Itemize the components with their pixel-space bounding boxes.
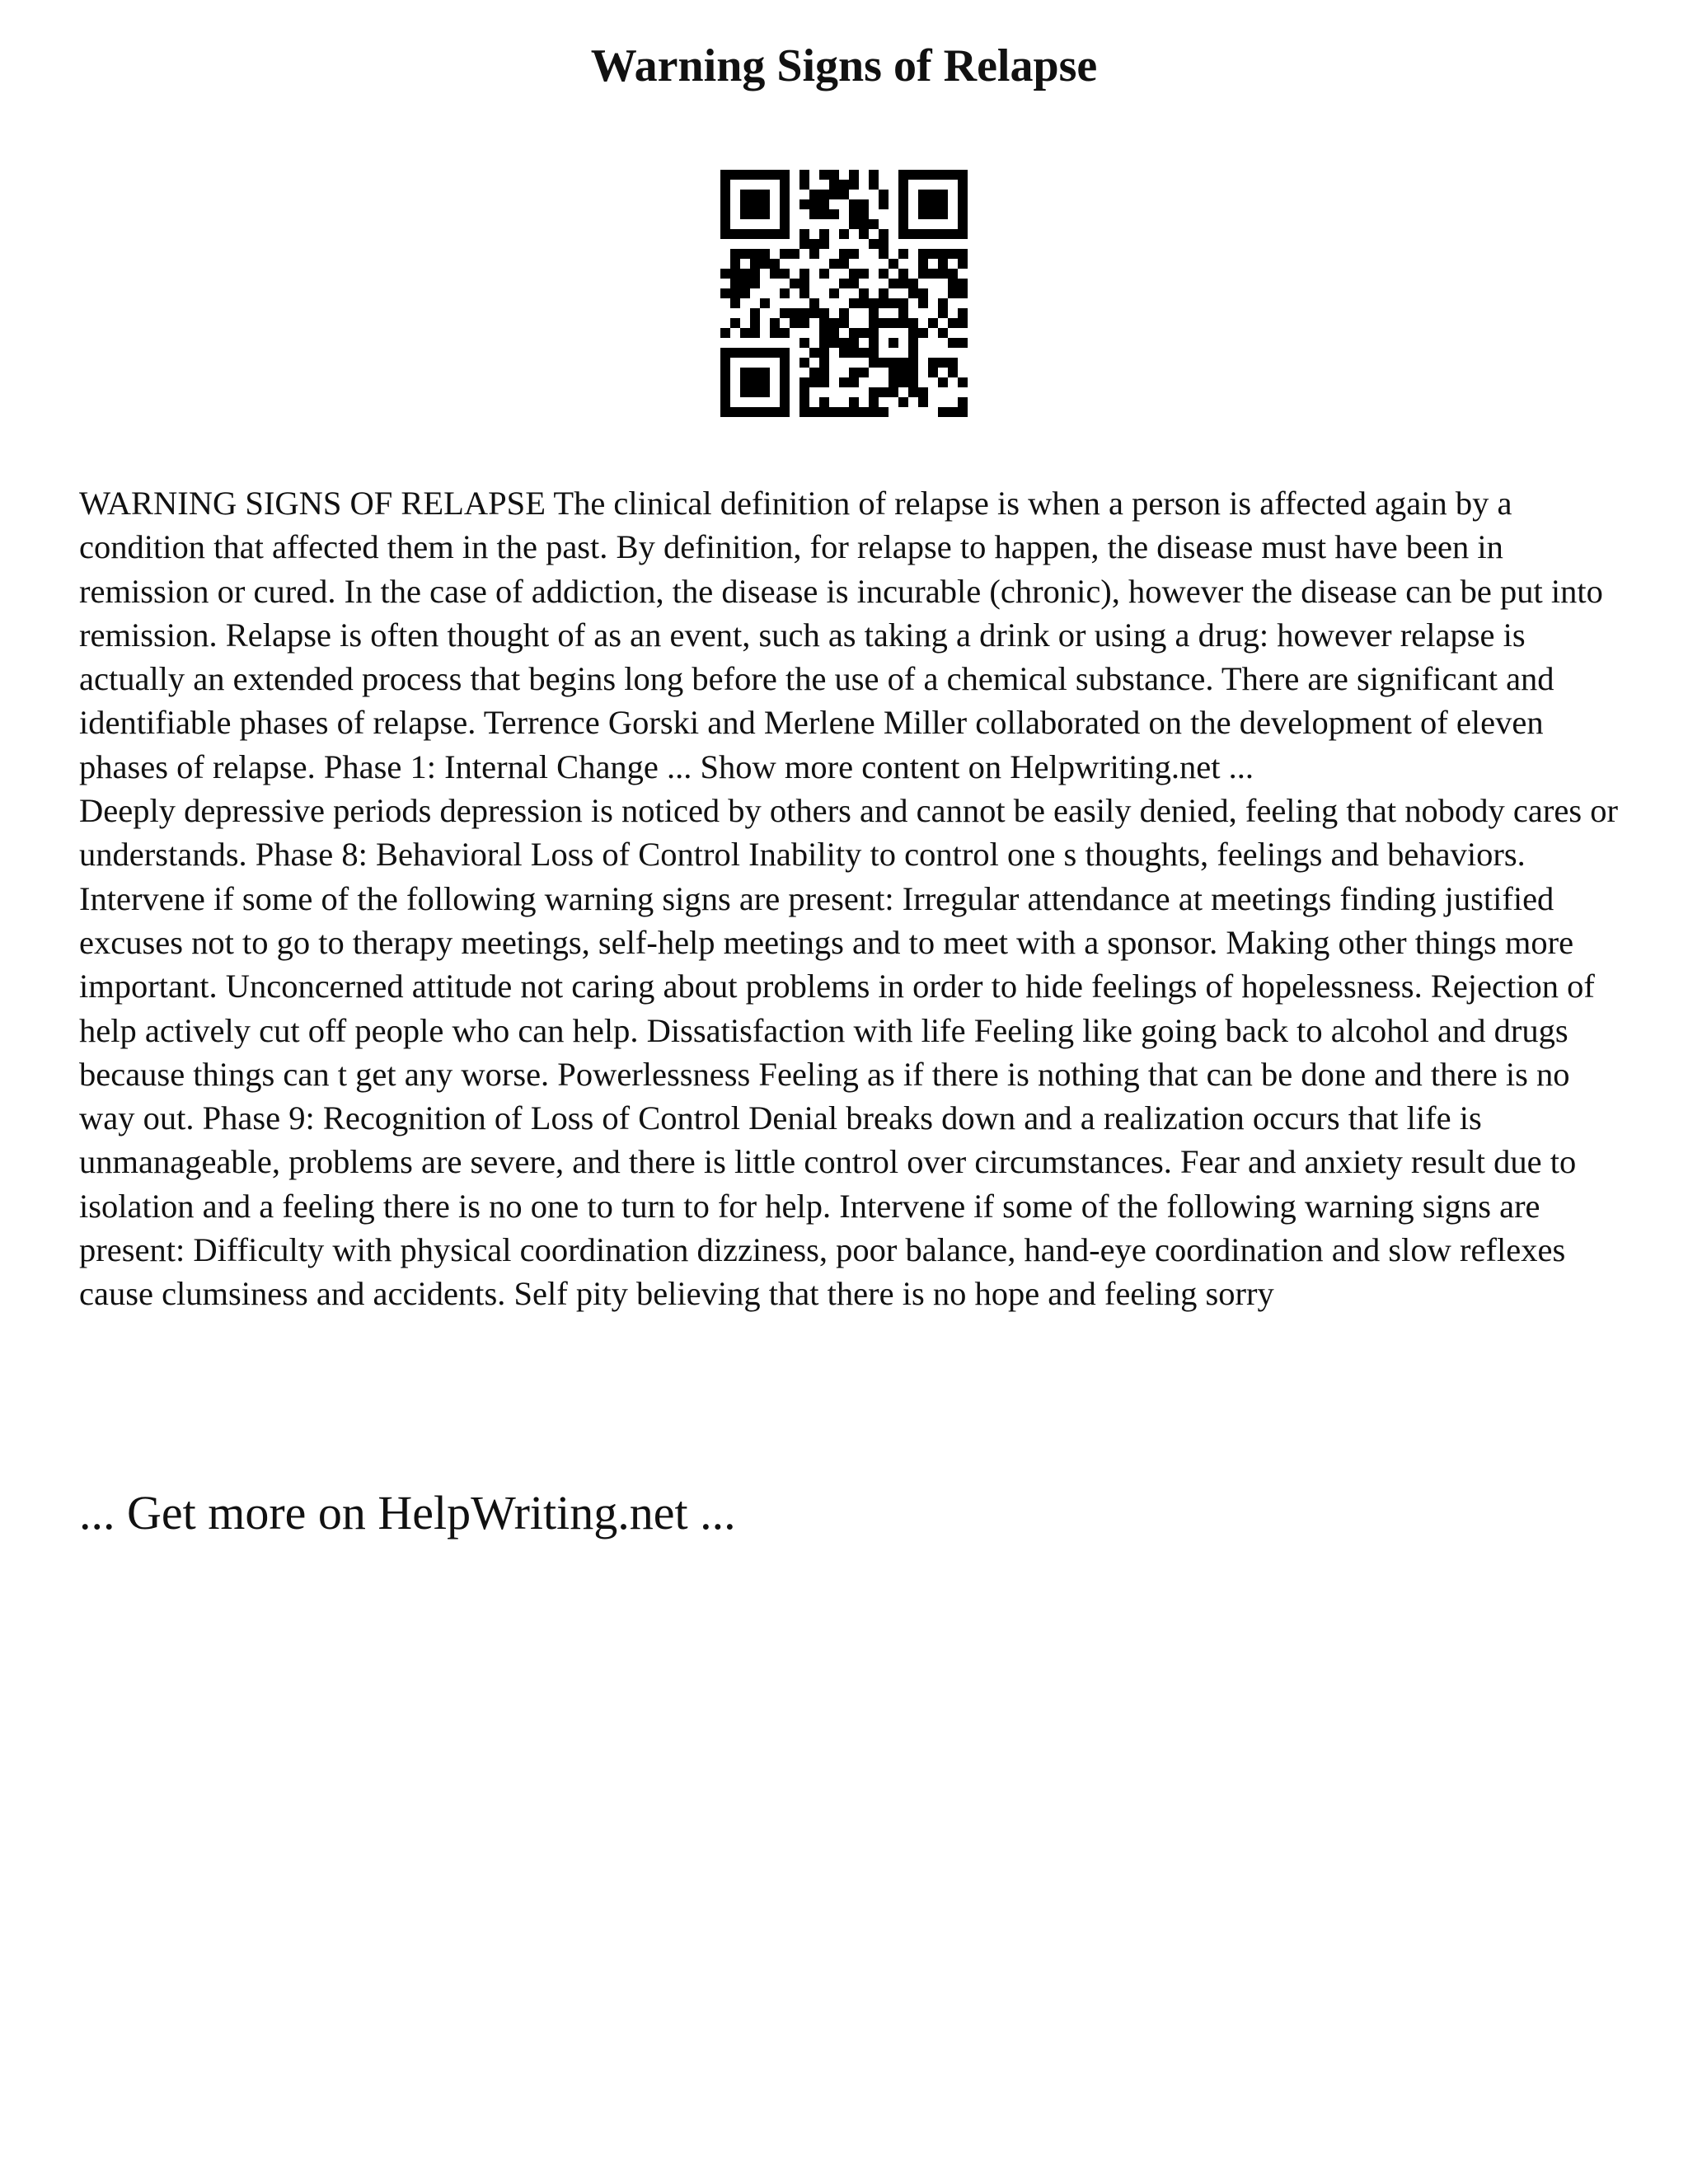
document-body xyxy=(79,481,1620,1316)
document-title: Warning Signs of Relapse xyxy=(590,40,1098,91)
get-more-link[interactable]: ... Get more on HelpWriting.net ... xyxy=(79,1486,736,1540)
body-paragraph-2: Deeply depressive periods depression is noticed by others and cannot be easily denied, feeling that nobody cares or understands. Phase 8: Behavioral Loss of Control Inability to control one s thoughts, feelings and behaviors. Intervene if some of the following warning signs are present: Irregular attendance at meetings finding justified excuses not to go to therapy meetings, self-help meetings and to meet with a sponsor. Making other things more important. Unconcerned attitude not caring about problems in order to hide feelings of hopelessness. Rejection of help actively cut off people who can help. Dissatisfaction with life Feeling like going back to alcohol and drugs because things can t get any worse. Powerlessness Feeling as if there is nothing that can be done and there is no way out. Phase 9: Recognition of Loss of Control Denial breaks down and a realization occurs that life is unmanageable, problems are severe, and there is little control over circumstances. Fear and anxiety result due to isolation and a feeling there is no one to turn to for help. Intervene if some of the following warning signs are present: Difficulty with physical coordination dizziness, poor balance, hand-eye coordination and slow reflexes cause clumsiness and accidents. Self pity believing that there is no hope and feeling sorry xyxy=(79,792,1618,1313)
qr-code-icon xyxy=(720,170,968,417)
body-paragraph-1: WARNING SIGNS OF RELAPSE The clinical definition of relapse is when a person is affected again by a condition that affected them in the past. By definition, for relapse to happen, the disease must have been in remission or cured. In the case of addiction, the disease is incurable (chronic), however the disease can be put into remission. Relapse is often thought of as an event, such as taking a drink or using a drug: however relapse is actually an extended process that begins long before the use of a chemical substance. There are significant and identifiable phases of relapse. Terrence Gorski and Merlene Miller collaborated on the development of eleven phases of relapse. Phase 1: Internal Change ... Show more content on Helpwriting.net ... xyxy=(79,485,1603,785)
